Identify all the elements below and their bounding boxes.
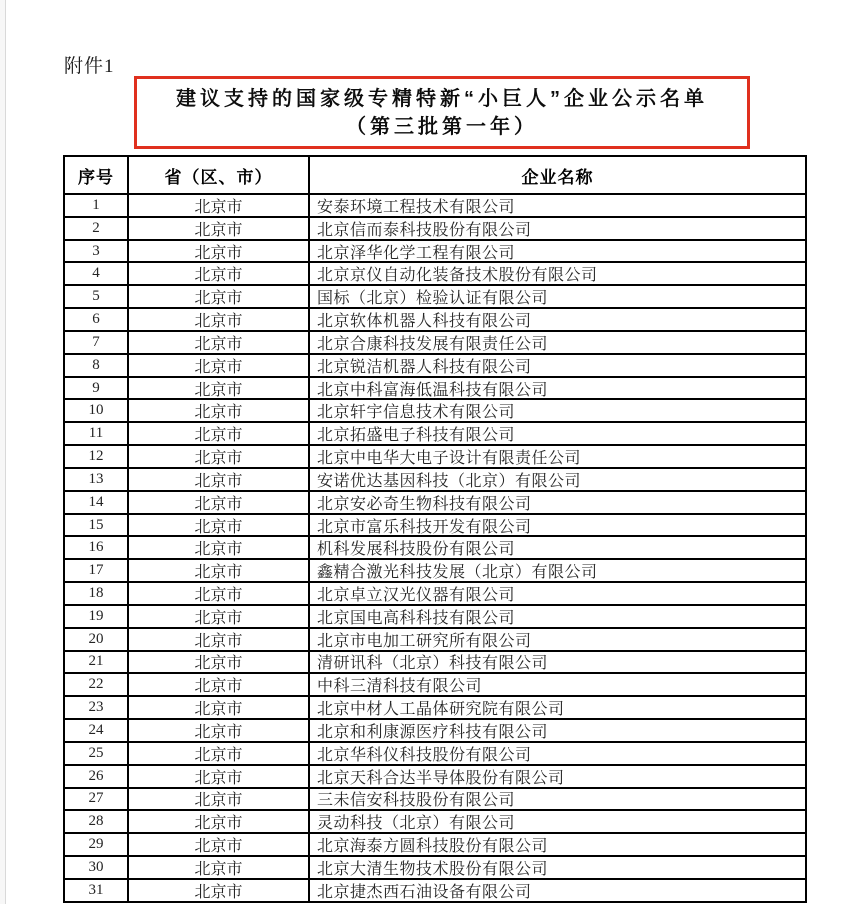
- attachment-label: 附件1: [64, 56, 115, 77]
- row-province-cell: 北京市: [129, 652, 308, 673]
- row-company-cell: 灵动科技（北京）有限公司: [310, 811, 805, 832]
- row-province-cell: 北京市: [129, 195, 308, 216]
- row-province-cell: 北京市: [129, 309, 308, 330]
- row-seq-cell: 11: [65, 423, 127, 444]
- row-province-cell: 北京市: [129, 857, 308, 878]
- row-company-cell: 三未信安科技股份有限公司: [310, 789, 805, 810]
- title-box: [134, 76, 750, 149]
- row-company-cell: 北京轩宇信息技术有限公司: [310, 400, 805, 421]
- row-seq-cell: 23: [65, 697, 127, 718]
- row-company-cell: 北京泽华化学工程有限公司: [310, 241, 805, 262]
- row-province-cell: 北京市: [129, 697, 308, 718]
- row-province-cell: 北京市: [129, 583, 308, 604]
- row-province-cell: 北京市: [129, 629, 308, 650]
- row-company-cell: 北京华科仪科技股份有限公司: [310, 743, 805, 764]
- row-seq-cell: 28: [65, 811, 127, 832]
- row-province-cell: 北京市: [129, 218, 308, 239]
- row-company-cell: 北京信而泰科技股份有限公司: [310, 218, 805, 239]
- row-province-cell: 北京市: [129, 743, 308, 764]
- row-seq-cell: 2: [65, 218, 127, 239]
- row-company-cell: 北京中材人工晶体研究院有限公司: [310, 697, 805, 718]
- row-seq-cell: 31: [65, 880, 127, 901]
- row-province-cell: 北京市: [129, 834, 308, 855]
- row-province-cell: 北京市: [129, 515, 308, 536]
- row-province-cell: 北京市: [129, 286, 308, 307]
- row-seq-cell: 26: [65, 766, 127, 787]
- row-seq-cell: 30: [65, 857, 127, 878]
- row-company-cell: 北京卓立汉光仪器有限公司: [310, 583, 805, 604]
- row-seq-cell: 24: [65, 720, 127, 741]
- row-province-cell: 北京市: [129, 355, 308, 376]
- row-seq-cell: 6: [65, 309, 127, 330]
- row-company-cell: 北京安必奇生物科技有限公司: [310, 492, 805, 513]
- row-seq-cell: 29: [65, 834, 127, 855]
- row-seq-cell: 15: [65, 515, 127, 536]
- row-company-cell: 北京国电高科科技有限公司: [310, 606, 805, 627]
- row-province-cell: 北京市: [129, 606, 308, 627]
- row-company-cell: 安诺优达基因科技（北京）有限公司: [310, 469, 805, 490]
- row-company-cell: 北京和利康源医疗科技有限公司: [310, 720, 805, 741]
- row-company-cell: 北京合康科技发展有限责任公司: [310, 332, 805, 353]
- column-header-seq: 序号: [65, 157, 127, 193]
- row-seq-cell: 10: [65, 400, 127, 421]
- column-header-company: 企业名称: [310, 157, 805, 193]
- row-company-cell: 机科发展科技股份有限公司: [310, 537, 805, 558]
- row-province-cell: 北京市: [129, 560, 308, 581]
- row-seq-cell: 17: [65, 560, 127, 581]
- row-province-cell: 北京市: [129, 263, 308, 284]
- row-seq-cell: 9: [65, 378, 127, 399]
- row-seq-cell: 22: [65, 674, 127, 695]
- row-company-cell: 清研讯科（北京）科技有限公司: [310, 652, 805, 673]
- row-company-cell: 国标（北京）检验认证有限公司: [310, 286, 805, 307]
- row-seq-cell: 14: [65, 492, 127, 513]
- row-province-cell: 北京市: [129, 423, 308, 444]
- row-seq-cell: 21: [65, 652, 127, 673]
- row-province-cell: 北京市: [129, 537, 308, 558]
- row-company-cell: 北京中电华大电子设计有限责任公司: [310, 446, 805, 467]
- row-province-cell: 北京市: [129, 469, 308, 490]
- row-company-cell: 北京锐洁机器人科技有限公司: [310, 355, 805, 376]
- row-seq-cell: 20: [65, 629, 127, 650]
- row-company-cell: 安泰环境工程技术有限公司: [310, 195, 805, 216]
- row-company-cell: 北京拓盛电子科技有限公司: [310, 423, 805, 444]
- column-header-province: 省（区、市）: [129, 157, 308, 193]
- row-seq-cell: 18: [65, 583, 127, 604]
- row-company-cell: 北京市电加工研究所有限公司: [310, 629, 805, 650]
- row-province-cell: 北京市: [129, 880, 308, 901]
- row-seq-cell: 1: [65, 195, 127, 216]
- row-province-cell: 北京市: [129, 674, 308, 695]
- row-seq-cell: 4: [65, 263, 127, 284]
- row-seq-cell: 5: [65, 286, 127, 307]
- row-company-cell: 北京中科富海低温科技有限公司: [310, 378, 805, 399]
- row-province-cell: 北京市: [129, 446, 308, 467]
- row-company-cell: 鑫精合激光科技发展（北京）有限公司: [310, 560, 805, 581]
- row-company-cell: 北京天科合达半导体股份有限公司: [310, 766, 805, 787]
- row-province-cell: 北京市: [129, 241, 308, 262]
- row-seq-cell: 25: [65, 743, 127, 764]
- row-seq-cell: 7: [65, 332, 127, 353]
- row-seq-cell: 3: [65, 241, 127, 262]
- row-company-cell: 中科三清科技有限公司: [310, 674, 805, 695]
- row-company-cell: 北京软体机器人科技有限公司: [310, 309, 805, 330]
- row-company-cell: 北京大清生物技术股份有限公司: [310, 857, 805, 878]
- row-seq-cell: 8: [65, 355, 127, 376]
- row-seq-cell: 13: [65, 469, 127, 490]
- document-title-line1: 建议支持的国家级专精特新“小巨人”企业公示名单: [176, 87, 708, 110]
- row-province-cell: 北京市: [129, 378, 308, 399]
- row-province-cell: 北京市: [129, 789, 308, 810]
- row-seq-cell: 27: [65, 789, 127, 810]
- row-company-cell: 北京海泰方圆科技股份有限公司: [310, 834, 805, 855]
- row-seq-cell: 16: [65, 537, 127, 558]
- row-seq-cell: 12: [65, 446, 127, 467]
- row-province-cell: 北京市: [129, 492, 308, 513]
- row-province-cell: 北京市: [129, 332, 308, 353]
- company-table: [63, 155, 807, 903]
- row-province-cell: 北京市: [129, 811, 308, 832]
- page-edge: [0, 0, 6, 904]
- row-seq-cell: 19: [65, 606, 127, 627]
- row-company-cell: 北京京仪自动化装备技术股份有限公司: [310, 263, 805, 284]
- row-province-cell: 北京市: [129, 720, 308, 741]
- row-province-cell: 北京市: [129, 766, 308, 787]
- row-province-cell: 北京市: [129, 400, 308, 421]
- document-title-line2: （第三批第一年）: [346, 115, 538, 138]
- row-company-cell: 北京捷杰西石油设备有限公司: [310, 880, 805, 901]
- row-company-cell: 北京市富乐科技开发有限公司: [310, 515, 805, 536]
